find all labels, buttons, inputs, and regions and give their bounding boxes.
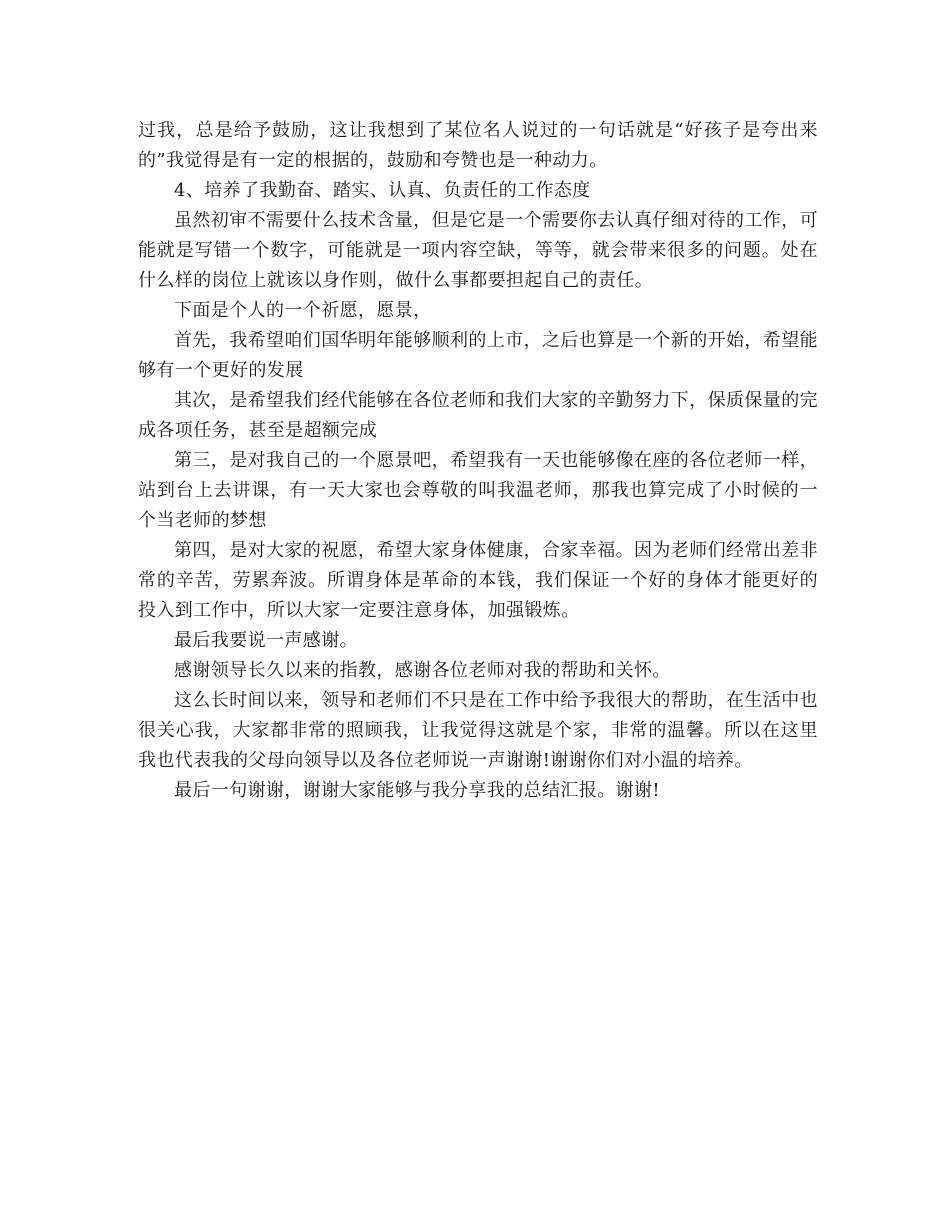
paragraph-thanks-leaders: 感谢领导长久以来的指教，感谢各位老师对我的帮助和关怀。	[174, 660, 671, 681]
paragraph-thanks-care: 这么长时间以来，领导和老师们不只是在工作中给予我很大的帮助，在生活中也很关心我，大家都非常的照顾我，让我觉得这就是个家，非常的温馨。所以在这里我也代表我的父母向领导以及各位老师说一声谢谢!谢谢你们对小温的培养。	[138, 690, 818, 771]
paragraph-wishes-intro: 下面是个人的一个祈愿，愿景，	[174, 300, 432, 321]
paragraph-continuation: 过我，总是给予鼓励，这让我想到了某位名人说过的一句话就是“好孩子是夸出来的”我觉得是有一定的根据的，鼓励和夸赞也是一种动力。	[138, 120, 818, 171]
document-body	[138, 116, 818, 806]
paragraph-closing: 最后一句谢谢，谢谢大家能够与我分享我的总结汇报。谢谢!	[174, 780, 661, 801]
paragraph-thanks-intro: 最后我要说一声感谢。	[174, 630, 358, 651]
paragraph-wish-first: 首先，我希望咱们国华明年能够顺利的上市，之后也算是一个新的开始，希望能够有一个更好的发展	[138, 330, 818, 381]
paragraph-wish-fourth: 第四，是对大家的祝愿，希望大家身体健康，合家幸福。因为老师们经常出差非常的辛苦，劳累奔波。所谓身体是革命的本钱，我们保证一个好的身体才能更好的投入到工作中，所以大家一定要注意身体，加强锻炼。	[138, 540, 818, 621]
paragraph-point-4-heading: 4、培养了我勤奋、踏实、认真、负责任的工作态度	[174, 180, 591, 201]
paragraph-wish-third: 第三，是对我自己的一个愿景吧，希望我有一天也能够像在座的各位老师一样，站到台上去讲课，有一天大家也会尊敬的叫我温老师，那我也算完成了小时候的一个当老师的梦想	[138, 450, 818, 531]
paragraph-initial-review: 虽然初审不需要什么技术含量，但是它是一个需要你去认真仔细对待的工作，可能就是写错一个数字，可能就是一项内容空缺，等等，就会带来很多的问题。处在什么样的岗位上就该以身作则，做什么事都要担起自己的责任。	[138, 210, 818, 291]
paragraph-wish-second: 其次，是希望我们经代能够在各位老师和我们大家的辛勤努力下，保质保量的完成各项任务，甚至是超额完成	[138, 390, 818, 441]
